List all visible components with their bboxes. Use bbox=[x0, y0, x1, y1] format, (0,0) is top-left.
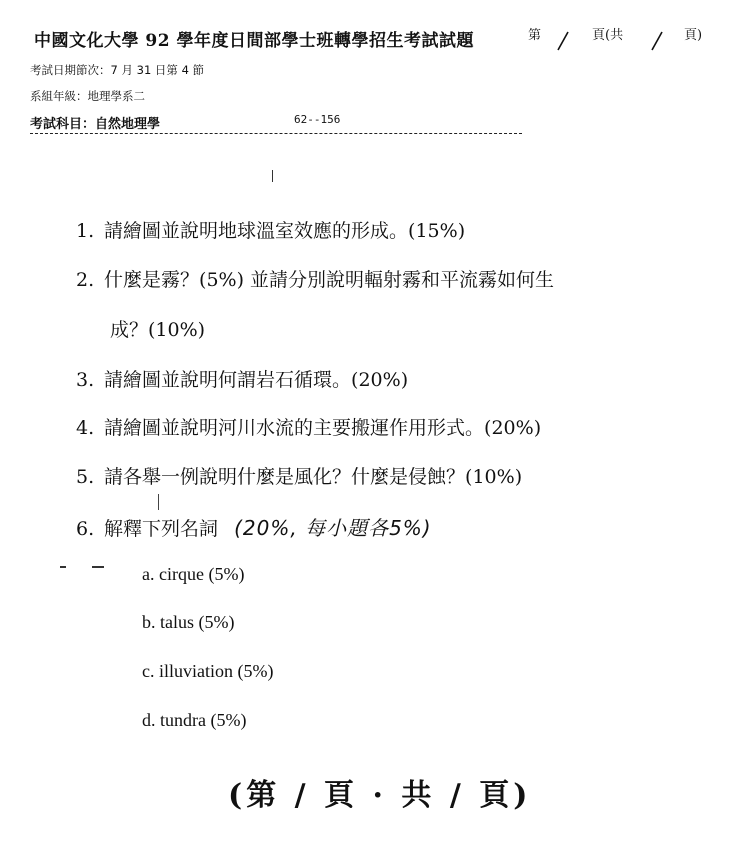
question-5 bbox=[76, 462, 522, 489]
stray-mark bbox=[60, 566, 66, 568]
stray-mark bbox=[92, 566, 104, 568]
question-text: 什麼是霧？(5%) 並請分別說明輻射霧和平流霧如何生 bbox=[104, 269, 555, 291]
slash-mark bbox=[650, 30, 664, 52]
department: 系組年級：地理學系二 bbox=[30, 89, 145, 103]
subject-code: 62--156 bbox=[294, 113, 341, 126]
slash-mark bbox=[556, 30, 570, 52]
page-prefix: 第 bbox=[528, 28, 542, 43]
page-footer: (第 / 頁 · 共 / 頁) bbox=[228, 778, 532, 813]
question-number: 1. bbox=[76, 220, 95, 242]
exam-time: 考試日期節次：7 月 31 日第 4 節 bbox=[30, 63, 205, 77]
question-6 bbox=[76, 512, 432, 541]
term-d: d. tundra (5%) bbox=[142, 710, 247, 730]
header-divider bbox=[30, 133, 522, 134]
subject: 考試科目：自然地理學 bbox=[30, 117, 161, 132]
question-4 bbox=[76, 413, 541, 440]
question-text: 請各舉一例說明什麼是風化？什麼是侵蝕？(10%) bbox=[104, 466, 523, 488]
question-number: 5. bbox=[76, 466, 95, 488]
page-mid: 頁(共 bbox=[592, 28, 624, 43]
page-suffix: 頁) bbox=[684, 28, 703, 43]
stray-mark bbox=[158, 494, 159, 510]
question-1 bbox=[76, 216, 465, 243]
question-text: 請繪圖並說明地球溫室效應的形成。(15%) bbox=[104, 220, 466, 242]
term-c: c. illuviation (5%) bbox=[142, 661, 274, 681]
question-text: 請繪圖並說明何謂岩石循環。(20%) bbox=[104, 369, 409, 391]
question-number: 3. bbox=[76, 369, 95, 391]
exam-title: 中國文化大學 92 學年度日間部學士班轉學招生考試試題 bbox=[34, 31, 474, 51]
question-number: 6. bbox=[76, 518, 95, 540]
question-text: 請繪圖並說明河川水流的主要搬運作用形式。(20%) bbox=[104, 417, 542, 439]
term-b: b. talus (5%) bbox=[142, 612, 235, 632]
term-a: a. cirque (5%) bbox=[142, 564, 245, 584]
question-2-continuation: 成？(10%) bbox=[110, 319, 206, 341]
question-number: 2. bbox=[76, 269, 95, 291]
question-text: 解釋下列名詞 bbox=[104, 518, 219, 540]
question-number: 4. bbox=[76, 417, 95, 439]
stray-mark bbox=[272, 170, 273, 182]
question-3 bbox=[76, 365, 408, 392]
handwritten-note: (20%, 每小題各5%) bbox=[234, 516, 432, 540]
question-2 bbox=[76, 265, 554, 292]
